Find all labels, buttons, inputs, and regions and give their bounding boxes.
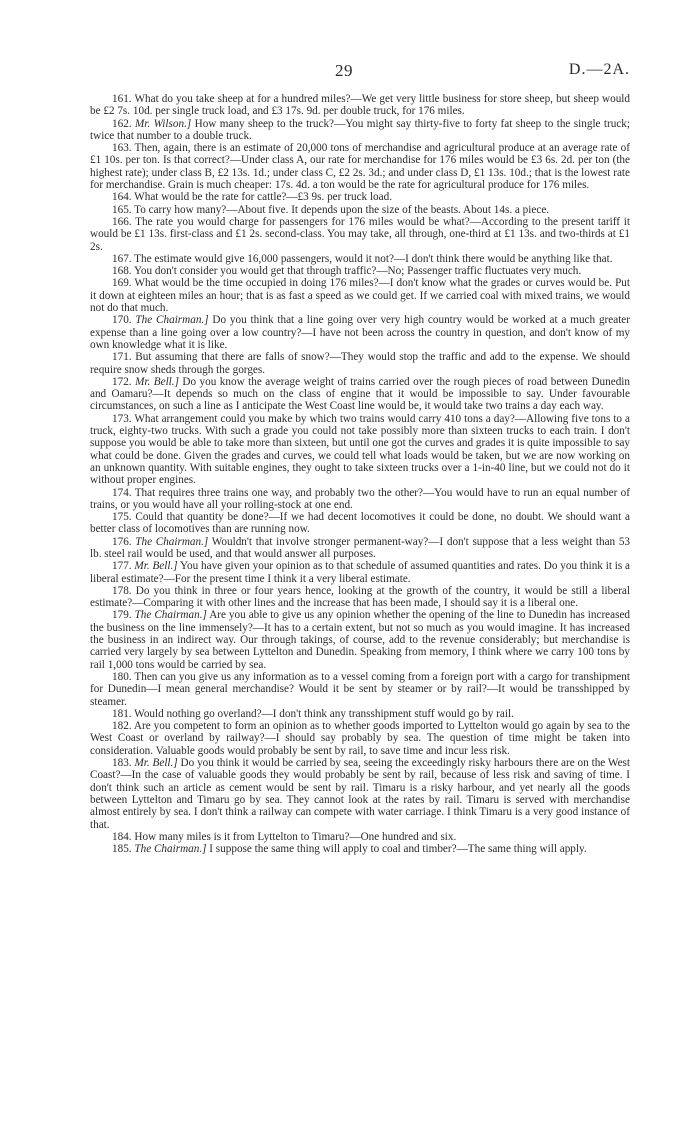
speaker-name: The Chairman.] <box>134 609 207 622</box>
question-paragraph: 161. What do you take sheep at for a hundred miles?—We get very little business for store sheep, but sheep would be £2 7s. 10d. per single truck load, and £3 17s. 9d. per double truck, for 176 miles. <box>90 93 630 118</box>
question-paragraph: 166. The rate you would charge for passengers for 176 miles would be what?—According to the present tariff it would be £1 13s. first-class and £1 2s. second-class. You may take, all through, one-third at £1 13s. and two-thirds at £1 2s. <box>90 215 630 253</box>
question-paragraph: 182. Are you competent to form an opinion as to whether goods imported to Lyttelton would go again by sea to the West Coast or overland by railway?—I should say probably by sea. The question of time might be taken into consideration. Valuable goods would probably be sent by rail, to save time and incur less risk. <box>90 720 630 757</box>
question-paragraph: 183. Mr. Bell.] Do you think it would be carried by sea, seeing the exceedingly risky harbours there are on the West Coast?—In the case of valuable goods they would probably be sent by rail, because of less risk and saving of time. I don't think such an article as cement would be sent by rail. Timaru is a risky harbour, and yet nearly all the goods between Lyttelton and Timaru go by sea. They cannot look at the rates by rail. Timaru is served with merchandise almost entirely by sea. I don't think a railway can compete with water carriage. I think Timaru is a very good instance of that. <box>90 757 630 831</box>
speaker-name: The Chairman.] <box>135 535 209 548</box>
question-paragraph: 172. Mr. Bell.] Do you know the average weight of trains carried over the rough pieces of road between Dunedin and Oamaru?—It depends so much on the class of engine that it would be impossible to say. Under favourable circumstances, on such a line as I anticipate the West Coast line would be, it would take two trains a day each way. <box>90 375 631 413</box>
question-paragraph: 168. You don't consider you would get that through traffic?—No; Passenger traffic fluctuates very much. <box>112 265 582 278</box>
question-paragraph: 162. Mr. Wilson.] How many sheep to the truck?—You might say thirty-five to forty fat sheep to the single truck; twice that number to a double truck. <box>90 117 631 142</box>
question-paragraph: 181. Would nothing go overland?—I don't think any transshipment stuff would go by rail. <box>112 707 514 720</box>
question-paragraph: 179. The Chairman.] Are you able to give us any opinion whether the opening of the line to Dunedin has increased the business on the line immensely?—It has to a certain extent, but not so much as you would imagine. It has increased the business in an indirect way. Our through takings, of course, add to the revenue considerably; but merchandise is carried very largely by sea between Lyttelton and Dunedin. Speaking from memory, I think where we carry 100 tons by rail 1,000 tons would be carried by sea. <box>90 609 631 671</box>
speaker-name: Mr. Wilson.] <box>134 117 192 130</box>
question-paragraph: 163. Then, again, there is an estimate of 20,000 tons of merchandise and agricultural produce at an average rate of £1 10s. per ton. Is that correct?—Under class A, our rate for merchandise for 176 miles would be £3 6s. 2d. per ton (the highest rate); under class B, £2 13s. 1d.; under class C, £2 2s. 3d.; and under class D, £1 13s. 10d.; that is the lowest rate for merchandise. Grain is much cheaper: 17s. 4d. a ton would be the rate for agricultural produce for 176 miles. <box>90 142 630 192</box>
question-paragraph: 165. To carry how many?—About five. It depends upon the size of the beasts. About 14s. a piece. <box>112 203 550 216</box>
document-reference: D.—2A. <box>568 61 630 78</box>
evidence-text <box>90 93 630 855</box>
question-paragraph: 167. The estimate would give 16,000 passengers, would it not?—I don't think there would be anything like that. <box>112 252 613 265</box>
question-paragraph: 174. That requires three trains one way, and probably two the other?—You would have to run an equal number of trains, or you would have all your rolling-stock at one end. <box>90 486 630 511</box>
question-paragraph: 177. Mr. Bell.] You have given your opinion as to that schedule of assumed quantities and rates. Do you think it is a liberal estimate?—For the present time I think it a very liberal estimate. <box>90 560 631 585</box>
question-paragraph: 180. Then can you give us any information as to a vessel coming from a foreign port with a cargo for transhipment for Dunedin—I mean general merchandise? Would it be sent by steamer or by rail?—It would be transshipped by steamer. <box>90 670 630 708</box>
question-paragraph: 169. What would be the time occupied in doing 176 miles?—I don't know what the grades or curves would be. Put it down at eighteen miles an hour; that is as fast a speed as we could get. If we carried coal with mixed trains, we would not do that much. <box>90 277 630 315</box>
question-paragraph: 171. But assuming that there are falls of snow?—They would stop the traffic and add to the expense. We should require snow sheds through the gorges. <box>90 351 630 376</box>
speaker-name: Mr. Bell.] <box>134 757 178 770</box>
question-paragraph: 173. What arrangement could you make by which two trains would carry 410 tons a day?—Allowing five tons to a truck, eighty-two trucks. With such a grade you could not take possibly more than sixteen trucks to each train. I don't suppose you would be able to take more than sixteen, but until one got the curves and grades it is quite impossible to say what could be done. Given the grades and curves, we could tell what loads would be taken, but we are now working on an unknown quantity. With suitable engines, they ought to take sixteen trucks over a 1-in-40 line, but we could not do it without proper engines. <box>90 412 631 487</box>
question-paragraph: 184. How many miles is it from Lyttelton to Timaru?—One hundred and six. <box>112 830 457 843</box>
question-paragraph: 164. What would be the rate for cattle?—£3 9s. per truck load. <box>112 191 393 204</box>
speaker-name: Mr. Bell.] <box>135 375 179 388</box>
question-paragraph: 176. The Chairman.] Wouldn't that involve stronger permanent-way?—I don't suppose that a less weight than 53 lb. steel rail would be used, and that would answer all purposes. <box>90 535 631 560</box>
question-paragraph: 178. Do you think in three or four years hence, looking at the growth of the country, it would be still a liberal estimate?—Comparing it with other lines and the increase that has been made, I should say it is a liberal one. <box>90 584 630 610</box>
question-paragraph: 170. The Chairman.] Do you think that a line going over very high country would be worked at a much greater expense than a line going over a low country?—I have not been across the country in question, and don't know of my own knowledge what it is like. <box>90 314 630 351</box>
page-header <box>90 61 630 83</box>
question-paragraph: 175. Could that quantity be done?—If we had decent locomotives it could be done, no doubt. We should want a better class of locomotives than are running now. <box>90 511 630 536</box>
question-paragraph: 185. The Chairman.] I suppose the same thing will apply to coal and timber?—The same thing will apply. <box>112 843 587 856</box>
speaker-name: Mr. Bell.] <box>134 560 178 573</box>
speaker-name: The Chairman.] <box>135 314 209 327</box>
speaker-name: The Chairman.] <box>134 843 207 856</box>
page-number: 29 <box>335 61 353 80</box>
